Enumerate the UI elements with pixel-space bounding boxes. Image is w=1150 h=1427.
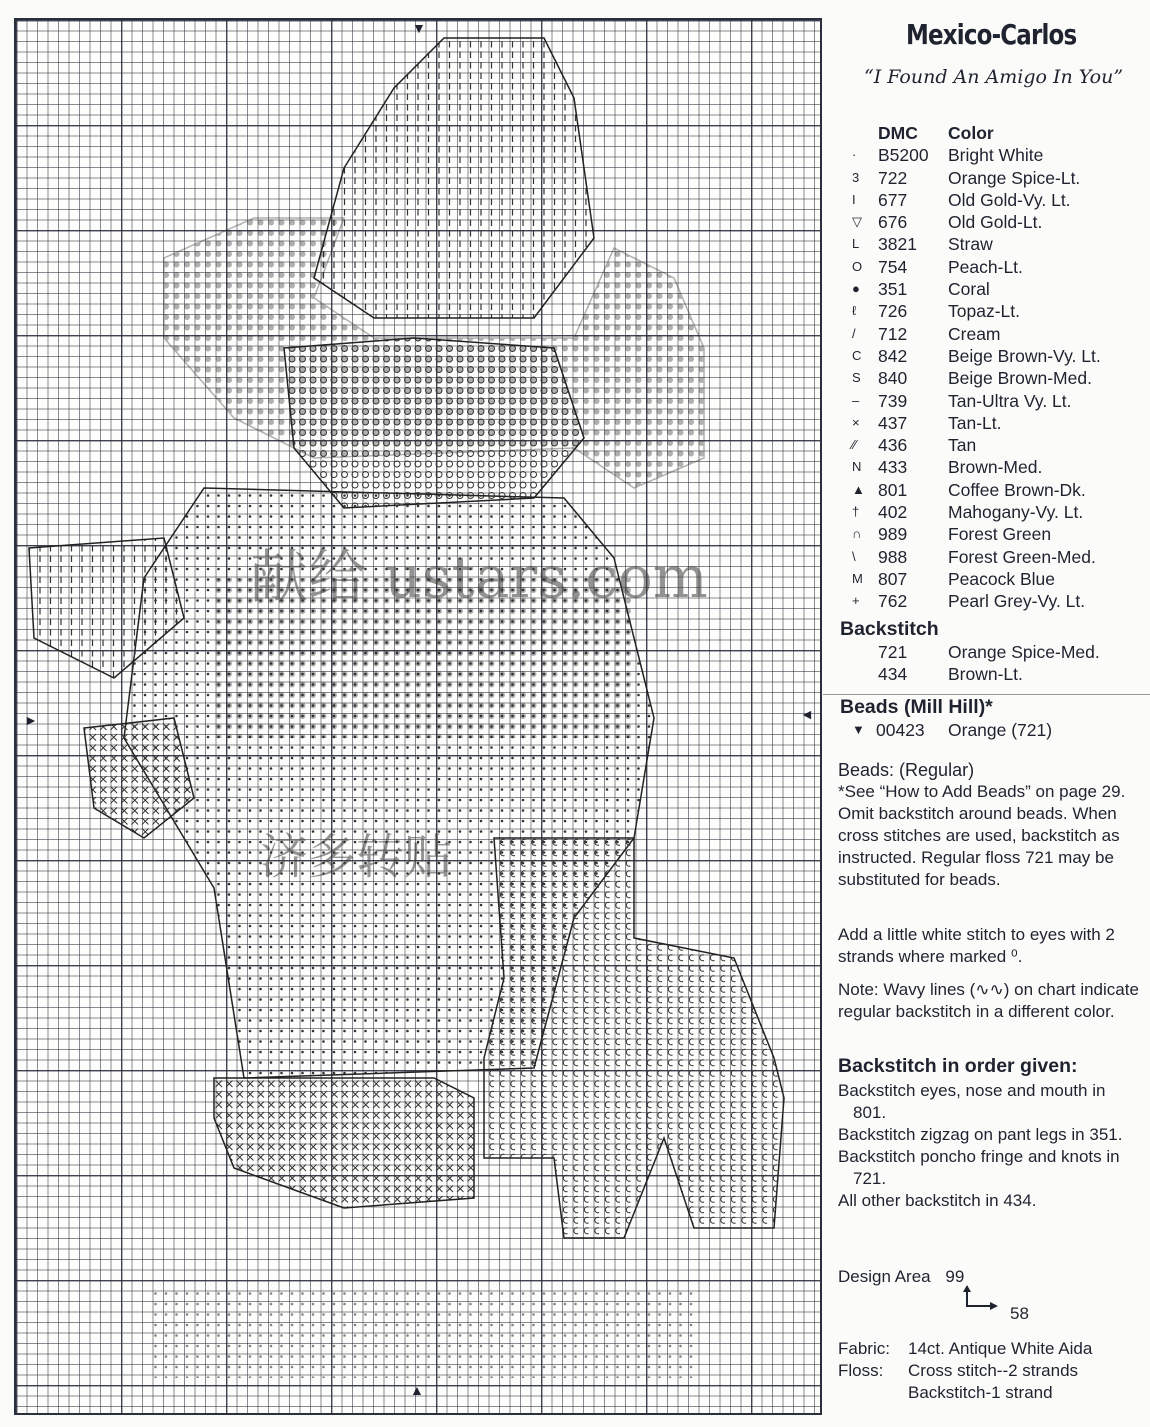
dmc-code: 840 [878,368,908,389]
legend-row [852,501,1101,523]
dmc-code: 676 [878,212,908,233]
color-name: Brown-Med. [948,457,1043,478]
stitch-symbol-icon: N [852,459,862,475]
dmc-code: 726 [878,301,908,322]
order-step: All other backstitch in 434. [838,1191,1037,1210]
color-name: Tan [948,435,977,456]
stitch-symbol-icon: ⁄⁄ [852,437,857,453]
dmc-code: 437 [878,412,908,433]
stitch-symbol-icon: ℓ [852,303,857,319]
legend-row [852,390,1101,412]
pattern-subtitle: “I Found An Amigo In You” [864,66,1124,88]
legend-row [852,367,1101,389]
color-name: Forest Green-Med. [948,546,1096,567]
stitch-symbol-icon: M [852,570,863,586]
backstitch-dmc: 434 [878,664,908,685]
color-name: Pearl Grey-Vy. Lt. [948,591,1086,612]
bead-triangle-icon: ▼ [852,722,865,737]
poncho-pattern [214,578,634,738]
stitch-symbol-icon: S [852,370,861,386]
floss-label: Floss: [838,1361,884,1380]
stitch-symbol-icon: ▲ [852,481,865,497]
sombrero-crown [314,38,594,318]
backstitch-color: Orange Spice-Med. [948,642,1100,662]
stitch-symbol-icon: O [852,258,863,274]
stitch-symbol-icon: 3 [852,169,860,185]
color-name: Tan-Ultra Vy. Lt. [948,390,1072,411]
color-name: Cream [948,323,1001,344]
dmc-code: 712 [878,323,908,344]
beads-note: *See “How to Add Beads” on page 29. Omit backstitch around beads. When cross stitches are used, backstitch as instructed. Regular floss 721 may be substituted for beads. [838,782,1126,889]
legend-row [852,523,1101,545]
color-name: Topaz-Lt. [948,301,1020,322]
center-arrow-left: ► [24,712,38,728]
name-lettering [154,1288,694,1378]
dmc-code: 722 [878,167,908,188]
floss-line [838,1360,1143,1404]
design-area-width: 58 [1010,1304,1029,1323]
stitch-symbol-icon: ∩ [852,526,862,542]
legend-row [852,211,1101,233]
stitch-symbol-icon: ▽ [852,214,862,230]
pant-legs [214,1078,474,1208]
color-name: Coral [948,279,990,300]
watermark-middle: 济多转贴 [260,829,453,885]
dmc-code: 433 [878,457,908,478]
dmc-code: 436 [878,435,908,456]
legend-row [852,300,1101,322]
backstitch-dmc: 721 [878,642,908,662]
color-legend [852,122,1101,613]
fabric-value: 14ct. Antique White Aida [908,1339,1093,1358]
stitch-symbol-icon: † [852,504,860,520]
divider [823,694,1150,695]
pattern-figure [14,18,822,1415]
design-area-label: Design Area [838,1267,931,1286]
dmc-code: 807 [878,568,908,589]
legend-row [852,345,1101,367]
dmc-code: 402 [878,502,908,523]
dmc-code: B5200 [878,145,929,166]
beads-heading: Beads (Mill Hill)* [840,696,993,718]
color-name: Old Gold-Lt. [948,212,1043,233]
beads-regular-label: Beads: (Regular) [838,760,975,780]
color-name: Bright White [948,145,1044,166]
backstitch-legend [852,641,1100,686]
legend-row [852,167,1101,189]
legend-row [852,189,1101,211]
stitch-symbol-icon: – [852,392,860,408]
fabric-label: Fabric: [838,1339,890,1358]
stitch-symbol-icon: ● [852,281,860,297]
stitch-symbol-icon: I [852,191,856,207]
color-name: Peach-Lt. [948,256,1023,277]
legend-row [852,434,1101,456]
dmc-code: 989 [878,524,908,545]
order-step: Backstitch zigzag on pant legs in 351. [838,1125,1123,1144]
stitch-symbol-icon: / [852,325,856,341]
center-arrow-right: ◄ [800,706,814,722]
center-arrow-bottom: ▲ [410,1382,424,1398]
design-area-arrow-icon [962,1284,1002,1314]
fabric-line [838,1338,1143,1360]
stitch-symbol-icon: + [852,593,860,609]
color-name: Orange Spice-Lt. [948,167,1081,188]
color-name: Beige Brown-Vy. Lt. [948,345,1101,366]
white-stitch-note: Add a little white stitch to eyes with 2 strands where marked ⁰. [838,925,1115,966]
dmc-code: 801 [878,479,908,500]
stitch-symbol-icon: L [852,236,860,252]
legend-header-color: Color [948,123,994,143]
stitch-symbol-icon: × [852,414,860,430]
stitch-symbol-icon: · [852,147,857,163]
legend-row [852,568,1101,590]
dmc-code: 677 [878,189,908,210]
donkey [484,838,784,1238]
legend-row [852,233,1101,255]
dmc-code: 988 [878,546,908,567]
legend-row [852,412,1101,434]
legend-header-dmc: DMC [878,123,918,143]
legend-row [852,144,1101,166]
legend-row [852,278,1101,300]
dmc-code: 754 [878,256,908,277]
stitch-symbol-icon: \ [852,548,856,564]
color-name: Forest Green [948,524,1052,545]
color-name: Beige Brown-Med. [948,368,1092,389]
bead-color: Orange (721) [948,720,1053,740]
watermark-top: 献给 ustars.com [250,543,708,611]
floss-cross: Cross stitch--2 strands [908,1361,1079,1380]
dmc-code: 842 [878,345,908,366]
backstitch-color: Brown-Lt. [948,664,1023,685]
order-step: Backstitch poncho fringe and knots in 721. [838,1147,1120,1188]
order-steps [838,1080,1143,1212]
legend-row [852,456,1101,478]
wavy-lines-note: Note: Wavy lines (∿∿) on chart indicate regular backstitch in a different color. [838,980,1139,1021]
legend-row [852,590,1101,612]
bead-code: 00423 [876,720,925,740]
color-name: Tan-Lt. [948,412,1002,433]
legend-row [852,256,1101,278]
legend-row [852,546,1101,568]
color-name: Mahogany-Vy. Lt. [948,502,1084,523]
legend-row [852,479,1101,501]
center-arrow-top: ▼ [412,20,426,36]
dmc-code: 739 [878,390,908,411]
pattern-title: Mexico-Carlos [906,18,1077,51]
stitch-symbol-icon: C [852,347,862,363]
dmc-code: 762 [878,591,908,612]
color-name: Peacock Blue [948,568,1056,589]
beads-legend [852,719,1052,741]
color-name: Straw [948,234,993,255]
color-name: Old Gold-Vy. Lt. [948,189,1071,210]
order-heading: Backstitch in order given: [838,1055,1078,1077]
backstitch-heading: Backstitch [840,618,939,640]
bear-head [284,338,584,508]
design-area-height: 99 [945,1267,965,1286]
order-step: Backstitch eyes, nose and mouth in 801. [838,1081,1106,1122]
dmc-code: 351 [878,279,908,300]
color-name: Coffee Brown-Dk. [948,479,1086,500]
floss-backstitch: Backstitch-1 strand [908,1383,1053,1402]
legend-row [852,323,1101,345]
dmc-code: 3821 [878,234,917,255]
